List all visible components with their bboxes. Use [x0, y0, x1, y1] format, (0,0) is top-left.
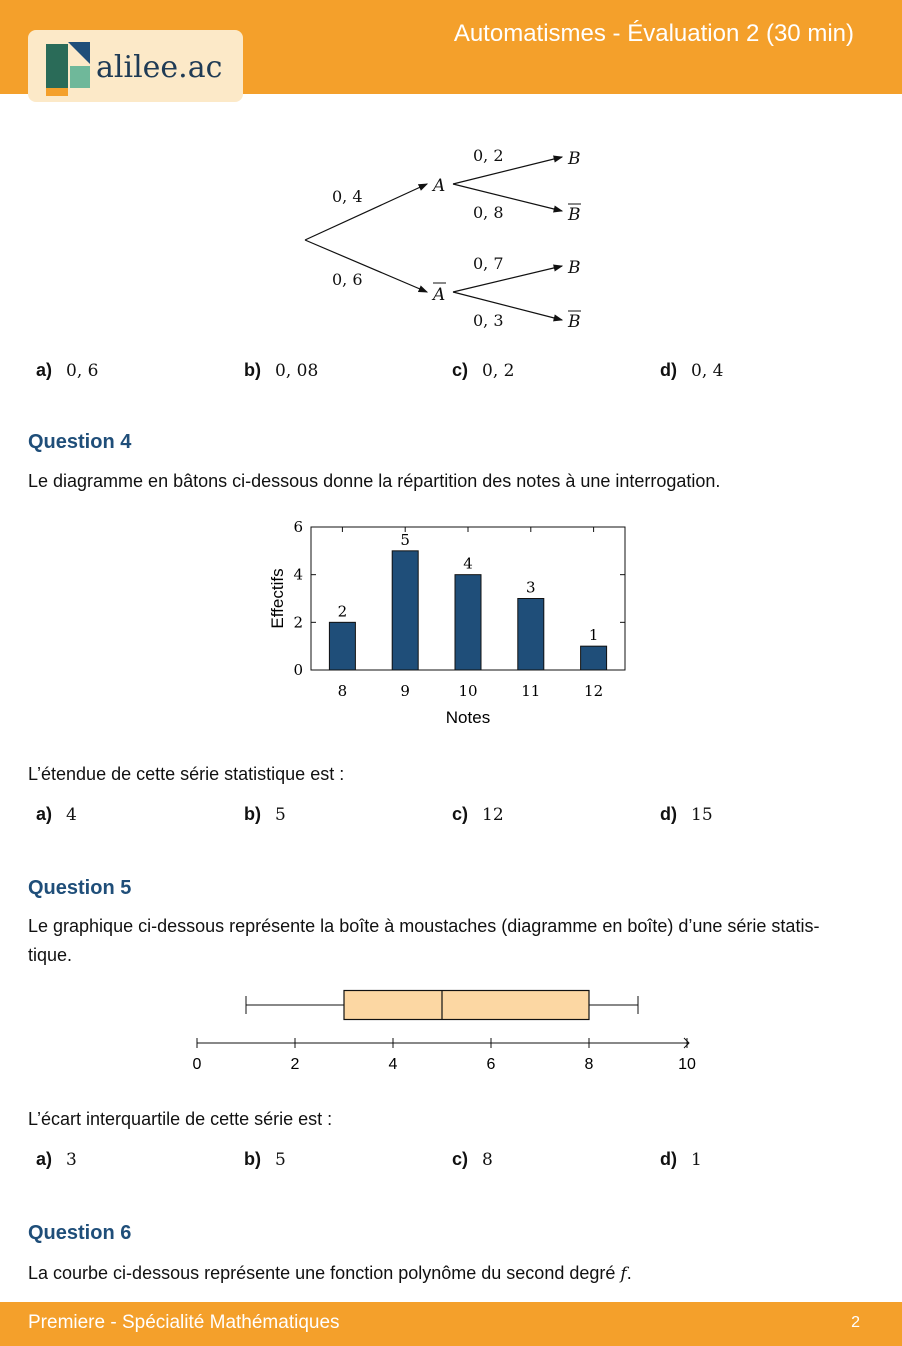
question-5-prompt: L’écart interquartile de cette série est : — [28, 1109, 333, 1129]
question-6-title: Question 6 — [28, 1222, 132, 1244]
node-notA: A — [433, 285, 446, 305]
page-number: 2 — [851, 1314, 860, 1331]
page-header — [0, 0, 902, 94]
branch-A-B — [453, 157, 562, 184]
data-label: 3 — [526, 578, 536, 597]
question-6-intro: La courbe ci-dessous représente une fonction polynôme du second degré f. — [28, 1263, 632, 1284]
q3-option-a[interactable]: a) 0, 6 — [36, 360, 99, 381]
q5-option-a[interactable]: a) 3 — [36, 1149, 77, 1170]
q4-option-a[interactable]: a) 4 — [36, 804, 77, 825]
node-notB2: B — [568, 312, 581, 332]
y-tick-label: 6 — [293, 518, 303, 536]
boxplot — [180, 980, 710, 1080]
bar-chart — [250, 510, 650, 740]
logo-text: alilee.ac — [96, 50, 223, 85]
y-tick-label: 0 — [293, 661, 303, 679]
axis-tick-label: 0 — [192, 1056, 202, 1073]
logo-mark-icon — [42, 38, 102, 98]
question-5-title: Question 5 — [28, 877, 132, 899]
node-B2: B — [568, 258, 581, 278]
node-A: A — [433, 176, 446, 196]
q5-option-b[interactable]: b) 5 — [244, 1149, 286, 1170]
q5-options — [36, 1149, 876, 1175]
bar-8 — [329, 622, 355, 670]
footer-course: Premiere - Spécialité Mathématiques — [28, 1312, 340, 1333]
branch-notA-B — [453, 266, 562, 292]
q3-option-b[interactable]: b) 0, 08 — [244, 360, 319, 381]
x-tick-label: 9 — [400, 682, 410, 700]
prob-notB-given-A: 0, 8 — [473, 203, 504, 222]
x-tick-label: 11 — [521, 682, 541, 700]
data-label: 4 — [463, 554, 473, 573]
branch-to-notA — [305, 240, 427, 292]
probability-tree — [290, 140, 610, 340]
x-tick-label: 8 — [337, 682, 348, 700]
prob-notB-given-notA: 0, 3 — [473, 311, 504, 330]
q3-options — [36, 360, 876, 386]
prob-notA: 0, 6 — [332, 270, 363, 289]
axis-tick-label: 4 — [388, 1056, 398, 1073]
data-label: 1 — [588, 626, 599, 645]
q4-option-b[interactable]: b) 5 — [244, 804, 286, 825]
prob-B-given-A: 0, 2 — [473, 146, 504, 165]
q4-option-d[interactable]: d) 15 — [660, 804, 713, 825]
axis-tick-label: 10 — [678, 1056, 696, 1073]
q5-option-d[interactable]: d) 1 — [660, 1149, 702, 1170]
question-4-title: Question 4 — [28, 431, 132, 453]
page-footer — [0, 1302, 902, 1346]
question-5-intro-line-2: tique. — [28, 945, 73, 965]
question-4-prompt: L’étendue de cette série statistique est : — [28, 764, 345, 784]
x-axis-label: Notes — [445, 708, 491, 727]
q3-option-d[interactable]: d) 0, 4 — [660, 360, 724, 381]
bar-9 — [392, 551, 418, 670]
branch-notA-notB — [453, 292, 562, 320]
y-tick-label: 2 — [293, 613, 303, 632]
question-5-intro-line-1: Le graphique ci-dessous représente la boîte à moustaches (diagramme en boîte) d’une série statis- — [28, 916, 820, 936]
data-label: 5 — [400, 530, 410, 549]
y-tick-label: 4 — [293, 565, 303, 584]
y-axis-label: Effectifs — [268, 568, 287, 629]
q4-option-c[interactable]: c) 12 — [452, 804, 504, 825]
branch-A-notB — [453, 184, 562, 211]
x-tick-label: 10 — [458, 682, 478, 700]
bar-12 — [581, 646, 607, 670]
prob-B-given-notA: 0, 7 — [473, 254, 504, 273]
q3-option-c[interactable]: c) 0, 2 — [452, 360, 515, 381]
x-tick-label: 12 — [584, 682, 604, 700]
page-title: Automatismes - Évaluation 2 (30 min) — [453, 20, 854, 47]
data-label: 2 — [337, 602, 348, 621]
node-B1: B — [568, 149, 581, 169]
question-5-intro — [28, 912, 868, 970]
node-notB1: B — [568, 205, 581, 225]
q5-option-c[interactable]: c) 8 — [452, 1149, 493, 1170]
prob-A: 0, 4 — [332, 187, 363, 206]
axis-tick-label: 2 — [290, 1056, 300, 1073]
q4-options — [36, 804, 876, 830]
box — [344, 991, 589, 1020]
axis-tick-label: 6 — [486, 1056, 496, 1073]
bar-10 — [455, 575, 481, 670]
axis-tick-label: 8 — [584, 1056, 594, 1073]
branch-to-A — [305, 184, 427, 240]
question-4-intro: Le diagramme en bâtons ci-dessous donne la répartition des notes à une interrogation. — [28, 471, 721, 491]
bar-11 — [518, 599, 544, 671]
